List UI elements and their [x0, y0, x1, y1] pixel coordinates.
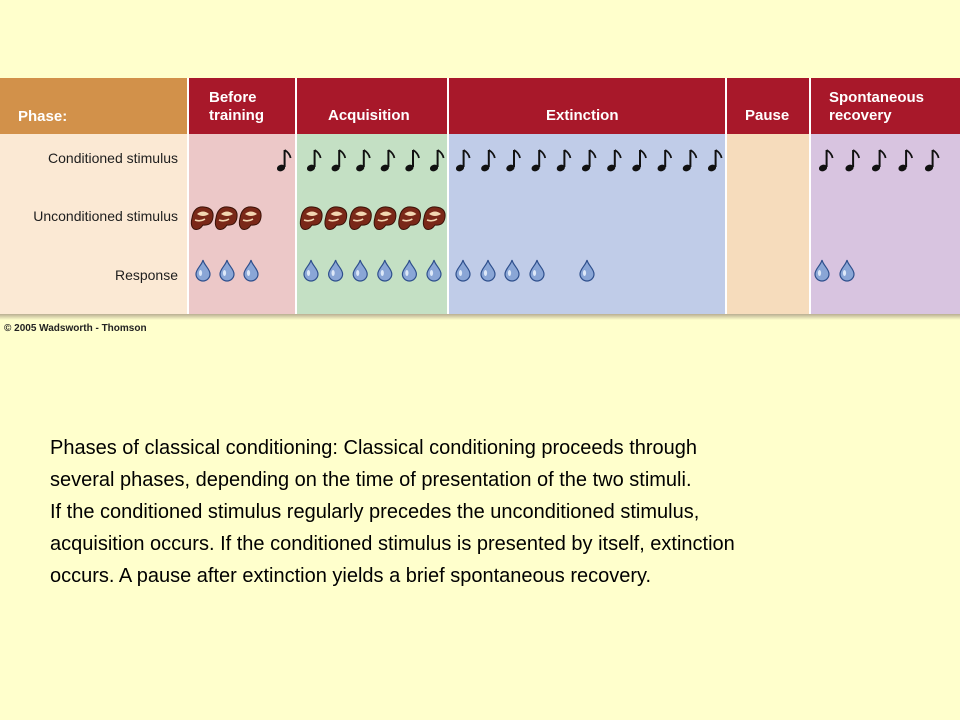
header-spontaneous-line1: Spontaneous	[829, 89, 925, 106]
saliva-drop-icon	[220, 260, 234, 281]
food-icon	[325, 207, 347, 230]
figure-shadow	[0, 314, 960, 320]
music-note-icon	[606, 150, 621, 172]
music-note-icon	[505, 150, 520, 172]
header-before-line1: Before	[209, 89, 257, 106]
music-note-icon	[871, 150, 886, 172]
music-note-icon	[380, 150, 395, 172]
music-note-icon	[924, 150, 939, 172]
food-icon	[215, 207, 237, 230]
food-icon	[191, 207, 213, 230]
saliva-drop-icon	[196, 260, 210, 281]
music-note-icon	[355, 150, 370, 172]
saliva-drop-icon	[427, 260, 441, 281]
header-pause-label: Pause	[745, 107, 790, 124]
music-note-icon	[657, 150, 672, 172]
saliva-drop-icon	[244, 260, 258, 281]
caption-line-3: If the conditioned stimulus regularly precedes the unconditioned stimulus,	[50, 501, 700, 523]
music-note-icon	[844, 150, 859, 172]
saliva-drop-icon	[456, 260, 470, 281]
music-note-icon	[818, 150, 833, 172]
saliva-drop-icon	[329, 260, 343, 281]
saliva-drop-icon	[840, 260, 854, 281]
food-icon	[374, 207, 396, 230]
saliva-drop-icon	[402, 260, 416, 281]
header-before-line2: training	[209, 107, 264, 124]
music-note-icon	[531, 150, 546, 172]
row-label-unconditioned-stimulus: Unconditioned stimulus	[33, 208, 178, 224]
saliva-drop-icon	[304, 260, 318, 281]
music-note-icon	[480, 150, 495, 172]
music-note-icon	[581, 150, 596, 172]
caption-line-5: occurs. A pause after extinction yields a brief spontaneous recovery.	[50, 565, 652, 587]
saliva-drop-icon	[580, 260, 594, 281]
music-note-icon	[631, 150, 646, 172]
music-note-icon	[429, 150, 444, 172]
music-note-icon	[897, 150, 912, 172]
food-icon	[399, 207, 421, 230]
row-label-response: Response	[114, 267, 178, 283]
header-acquisition-label: Acquisition	[328, 107, 410, 124]
music-note-icon	[682, 150, 697, 172]
food-icon	[423, 207, 445, 230]
saliva-drop-icon	[815, 260, 829, 281]
caption-line-4: acquisition occurs. If the conditioned stimulus is presented by itself, extinction	[50, 533, 735, 555]
music-note-icon	[306, 150, 321, 172]
classical-conditioning-figure	[0, 78, 960, 314]
food-icon	[300, 207, 322, 230]
row-label-conditioned-stimulus: Conditioned stimulus	[48, 150, 178, 166]
food-icon	[239, 207, 261, 230]
caption-line-1: Phases of classical conditioning: Classical conditioning proceeds through	[50, 437, 698, 459]
music-note-icon	[707, 150, 722, 172]
header-phase-label: Phase:	[18, 108, 68, 125]
saliva-drop-icon	[505, 260, 519, 281]
music-note-icon	[331, 150, 346, 172]
saliva-drop-icon	[378, 260, 392, 281]
music-note-icon	[276, 150, 291, 172]
caption-line-2: several phases, depending on the time of presentation of the two stimuli.	[50, 469, 692, 491]
header-extinction-label: Extinction	[546, 107, 619, 124]
music-note-icon	[556, 150, 571, 172]
copyright-notice: © 2005 Wadsworth - Thomson	[4, 323, 147, 334]
food-icon	[350, 207, 372, 230]
music-note-icon	[455, 150, 470, 172]
music-note-icon	[404, 150, 419, 172]
header-spontaneous-line2: recovery	[829, 107, 892, 124]
saliva-drop-icon	[353, 260, 367, 281]
saliva-drop-icon	[481, 260, 495, 281]
stimulus-icons-layer	[0, 78, 960, 314]
saliva-drop-icon	[530, 260, 544, 281]
